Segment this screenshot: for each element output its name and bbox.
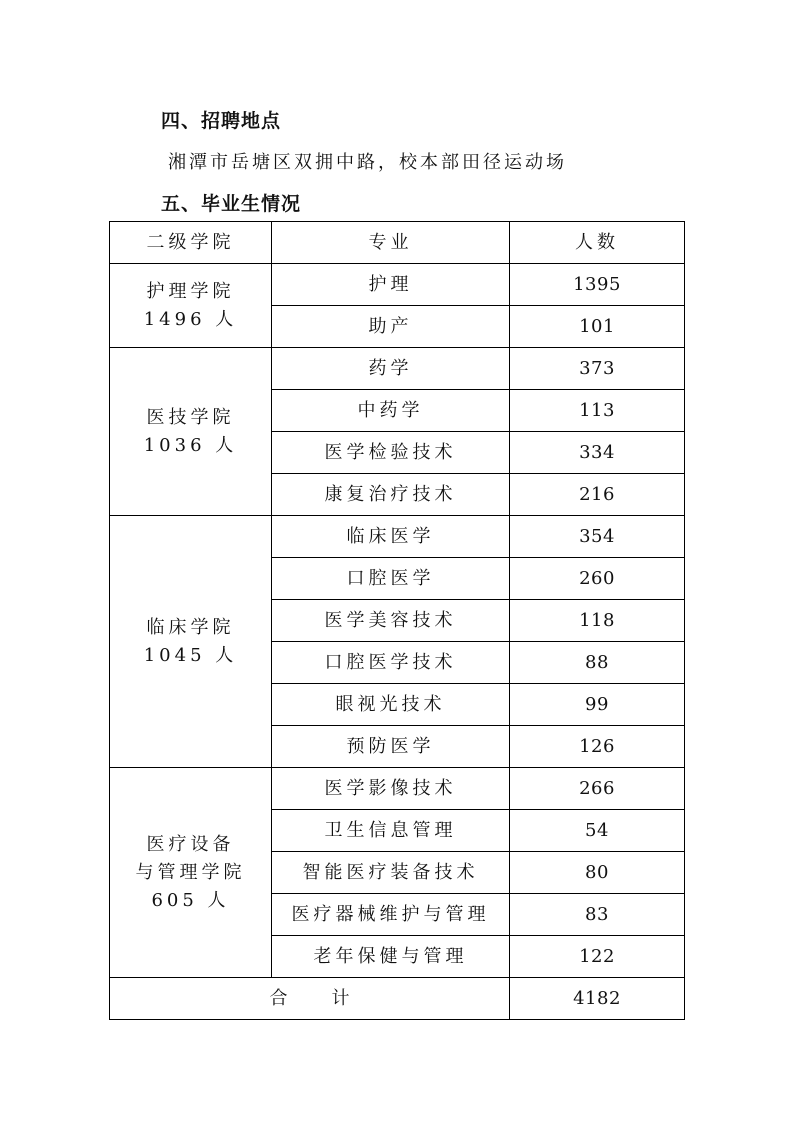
major-cell: 药学 — [272, 348, 510, 390]
section-5-heading: 五、毕业生情况 — [161, 193, 302, 215]
total-label-right: 计 — [331, 987, 350, 1009]
college-name-line: 医技学院 — [146, 406, 235, 428]
count-cell: 260 — [510, 558, 685, 600]
college-name-line: 1045 人 — [143, 644, 238, 666]
major-cell: 智能医疗装备技术 — [272, 852, 510, 894]
count-cell: 83 — [510, 894, 685, 936]
table-header-row — [110, 222, 685, 264]
section-4-heading: 四、招聘地点 — [161, 110, 282, 132]
college-name-line: 1036 人 — [143, 434, 238, 456]
count-cell: 266 — [510, 768, 685, 810]
major-cell: 老年保健与管理 — [272, 936, 510, 978]
count-cell: 354 — [510, 516, 685, 558]
header-count: 人数 — [510, 222, 685, 264]
total-row — [110, 978, 685, 1020]
graduates-table — [109, 221, 685, 1020]
college-name-line: 与管理学院 — [135, 861, 246, 883]
college-name-line: 临床学院 — [146, 616, 235, 638]
major-cell: 医学美容技术 — [272, 600, 510, 642]
major-cell: 口腔医学 — [272, 558, 510, 600]
college-cell — [110, 264, 272, 348]
college-name-line: 605 人 — [151, 889, 230, 911]
count-cell: 54 — [510, 810, 685, 852]
college-name-line: 1496 人 — [143, 308, 238, 330]
total-label — [110, 978, 510, 1020]
college-cell — [110, 768, 272, 978]
major-cell: 口腔医学技术 — [272, 642, 510, 684]
college-cell — [110, 516, 272, 768]
major-cell: 医疗器械维护与管理 — [272, 894, 510, 936]
table-row — [110, 264, 685, 306]
count-cell: 118 — [510, 600, 685, 642]
major-cell: 中药学 — [272, 390, 510, 432]
header-major: 专业 — [272, 222, 510, 264]
college-name-line: 护理学院 — [146, 280, 235, 302]
major-cell: 医学影像技术 — [272, 768, 510, 810]
total-count: 4182 — [510, 978, 685, 1020]
recruitment-location: 湘潭市岳塘区双拥中路，校本部田径运动场 — [168, 152, 567, 173]
header-college: 二级学院 — [110, 222, 272, 264]
major-cell: 预防医学 — [272, 726, 510, 768]
college-cell — [110, 348, 272, 516]
major-cell: 康复治疗技术 — [272, 474, 510, 516]
count-cell: 99 — [510, 684, 685, 726]
count-cell: 216 — [510, 474, 685, 516]
count-cell: 126 — [510, 726, 685, 768]
count-cell: 1395 — [510, 264, 685, 306]
count-cell: 88 — [510, 642, 685, 684]
major-cell: 临床医学 — [272, 516, 510, 558]
count-cell: 122 — [510, 936, 685, 978]
total-label-left: 合 — [269, 987, 288, 1009]
count-cell: 334 — [510, 432, 685, 474]
table-row — [110, 348, 685, 390]
major-cell: 护理 — [272, 264, 510, 306]
major-cell: 助产 — [272, 306, 510, 348]
major-cell: 眼视光技术 — [272, 684, 510, 726]
count-cell: 101 — [510, 306, 685, 348]
major-cell: 卫生信息管理 — [272, 810, 510, 852]
table-body — [110, 264, 685, 978]
table-row — [110, 516, 685, 558]
college-name-line: 医疗设备 — [146, 833, 235, 855]
count-cell: 80 — [510, 852, 685, 894]
count-cell: 373 — [510, 348, 685, 390]
major-cell: 医学检验技术 — [272, 432, 510, 474]
table-row — [110, 768, 685, 810]
count-cell: 113 — [510, 390, 685, 432]
